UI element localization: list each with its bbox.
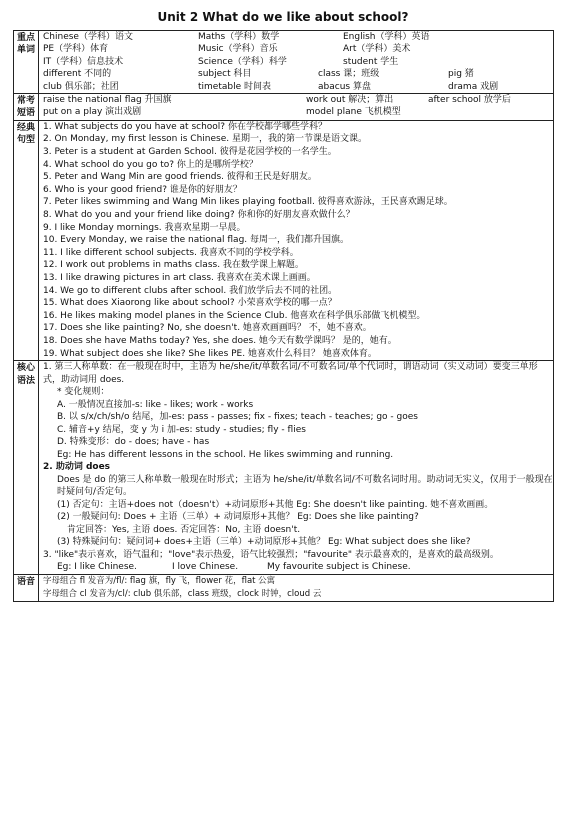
phrase-item: model plane 飞机模型 [306, 107, 401, 118]
vocab-item: different 不同的 [43, 69, 112, 80]
sentence-item: 1. What subjects do you have at school? 你在学校都学哪些学科？ [43, 121, 327, 132]
phrase-item: raise the national flag 升国旗 [43, 95, 172, 106]
sentence-item: 8. What do you and your friend like doing? 你和你的好朋友喜欢做什么？ [43, 210, 355, 220]
sentence-item: 16. He likes making model planes in the Science Club. 他喜欢在科学俱乐部做飞机模型。 [43, 310, 426, 321]
phrase-row [43, 94, 553, 106]
vocab-item: Chinese（学科）语文 [43, 32, 133, 42]
sentence-item: 10. Every Monday, we raise the national flag. 每周一，我们都升国旗。 [43, 235, 350, 246]
grammar-point-2-title: 2. 助动词 does [43, 462, 111, 473]
vocab-item: club 俱乐部；社团 [43, 81, 119, 92]
phonics-row: 字母组合 fl 发音为/fl/: flag 旗，fly 飞，flower 花，flat 公寓 [43, 575, 276, 586]
grammar-example: Eg: He has different lessons in the school. He likes swimming and running. [57, 449, 394, 460]
vocab-item: timetable 时间表 [198, 81, 271, 92]
sentence-item: 12. I work out problems in maths class. 我在数学课上解题。 [43, 260, 304, 271]
grammar-label: 核心语法 [14, 361, 39, 575]
wh-question-rule: (3) 特殊疑问句：疑问词+ does+主语（三单）+动词原形+其他？ Eg: What subject does she like? [57, 537, 471, 548]
sentences-label: 经典句型 [14, 120, 39, 360]
rule-item: D. 特殊变形：do - does; have - has [57, 437, 210, 448]
question-rule: (2) 一般疑问句: Does + 主语（三单）+ 动词原形+其他？ Eg: Does she like painting? [57, 512, 419, 523]
vocab-label: 重点单词 [14, 31, 39, 94]
rule-item: A. 一般情况直接加-s: like - likes; work - works [57, 399, 254, 410]
vocab-item: Art（学科）美术 [343, 44, 411, 55]
phrase-item: put on a play 演出戏剧 [43, 107, 142, 118]
answer-rule: 肯定回答：Yes, 主语 does. 否定回答：No, 主语 doesn't. [67, 524, 301, 535]
vocab-row [43, 31, 553, 43]
grammar-example-3 [43, 561, 553, 574]
vocab-item: subject 科目 [198, 69, 252, 80]
phrases-label: 常考短语 [14, 94, 39, 121]
vocab-item: Science（学科）科学 [198, 56, 287, 67]
phonics-row: 字母组合 cl 发音为/cl/: club 俱乐部，class 班级，clock 时钟，cloud 云 [43, 588, 322, 599]
grammar-cell [39, 361, 554, 575]
phrases-section [14, 94, 554, 121]
grammar-point-2: Does 是 do 的第三人称单数一般现在时形式；主语为 he/she/it/单数名词/不可数名词时用。助动词无实义，仅用于一般现在时疑问句/否定句。 [57, 474, 553, 498]
phrase-row [43, 106, 553, 118]
phrases-cell [39, 94, 554, 121]
example-item: Eg: I like Chinese. [57, 562, 137, 573]
phonics-section [14, 574, 554, 601]
phonics-cell [39, 574, 554, 601]
phrase-item: after school 放学后 [428, 95, 511, 106]
sentence-item: 5. Peter and Wang Min are good friends. 彼得和王民是好朋友。 [43, 172, 317, 183]
sentence-item: 19. What subject does she like? She likes PE. 她喜欢什么科目？ 她喜欢体育。 [43, 348, 377, 359]
sentence-item: 11. I like different school subjects. 我喜欢不同的学校学科。 [43, 247, 299, 258]
rule-item: B. 以 s/x/ch/sh/o 结尾，加-es: pass - passes; fix - fixes; teach - teaches; go - goes [57, 412, 418, 423]
vocab-section [14, 31, 554, 94]
grammar-point-1: 1. 第三人称单数：在一般现在时中，主语为 he/she/it/单数名词/不可数名词/单个代词时，谓语动词（实义动词）要变三单形式，助动词用 does. [43, 362, 538, 385]
vocab-item: pig 猪 [448, 69, 474, 80]
sentence-item: 7. Peter likes swimming and Wang Min likes playing football. 彼得喜欢游泳，王民喜欢踢足球。 [43, 197, 453, 208]
sentence-item: 18. Does she have Maths today? Yes, she does. 她今天有数学课吗？ 是的，她有。 [43, 335, 397, 346]
negative-rule: (1) 否定句：主语+does not（doesn't）+动词原形+其他 Eg: She doesn't like painting. 她不喜欢画画。 [57, 499, 494, 510]
sentence-item: 15. What does Xiaorong like about school? 小荣喜欢学校的哪一点？ [43, 298, 337, 309]
sentence-item: 3. Peter is a student at Garden School. 彼得是花园学校的一名学生。 [43, 147, 337, 158]
content-table [13, 30, 554, 602]
example-item: My favourite subject is Chinese. [267, 562, 411, 573]
vocab-cell [39, 31, 554, 94]
vocab-row [43, 68, 553, 80]
example-item: I love Chinese. [172, 562, 239, 573]
sentence-item: 14. We go to different clubs after school. 我们放学后去不同的社团。 [43, 285, 338, 296]
vocab-row [43, 81, 553, 93]
rule-item: C. 辅音+y 结尾，变 y 为 i 加-es: study - studies; fly - flies [57, 424, 306, 435]
sentence-item: 4. What school do you go to? 你上的是哪所学校？ [43, 159, 258, 170]
vocab-row [43, 56, 553, 68]
vocab-row [43, 43, 553, 55]
page-title: Unit 2 What do we like about school? [157, 10, 409, 24]
sentences-cell [39, 120, 554, 360]
vocab-item: Music（学科）音乐 [198, 44, 278, 55]
sentences-section [14, 120, 554, 360]
sentence-item: 2. On Monday, my first lesson is Chinese. 星期一，我的第一节课是语文课。 [43, 134, 367, 145]
vocab-item: PE（学科）体育 [43, 44, 109, 55]
sentence-item: 9. I like Monday mornings. 我喜欢星期一早晨。 [43, 222, 246, 233]
phonics-label: 语音 [14, 574, 39, 601]
vocab-item: student 学生 [343, 56, 399, 67]
grammar-point-3: 3. "like"表示喜欢，语气温和；"love"表示热爱，语气比较强烈；"favourite" 表示最喜欢的，是喜欢的最高级别。 [43, 549, 499, 560]
sentence-item: 17. Does she like painting? No, she doesn't. 她喜欢画画吗？ 不，她不喜欢。 [43, 323, 372, 334]
phrase-item: work out 解决；算出 [306, 95, 394, 106]
sentence-item: 13. I like drawing pictures in art class. 我喜欢在美术课上画画。 [43, 272, 316, 283]
vocab-item: Maths（学科）数学 [198, 32, 280, 42]
vocab-item: English（学科）英语 [343, 32, 430, 42]
grammar-section [14, 361, 554, 575]
vocab-item: IT（学科）信息技术 [43, 56, 124, 67]
sentence-item: 6. Who is your good friend? 谁是你的好朋友？ [43, 184, 242, 195]
rules-title: * 变化规则： [57, 387, 110, 398]
vocab-item: drama 戏剧 [448, 81, 499, 92]
vocab-item: abacus 算盘 [318, 81, 371, 92]
vocab-item: class 课；班级 [318, 69, 380, 80]
